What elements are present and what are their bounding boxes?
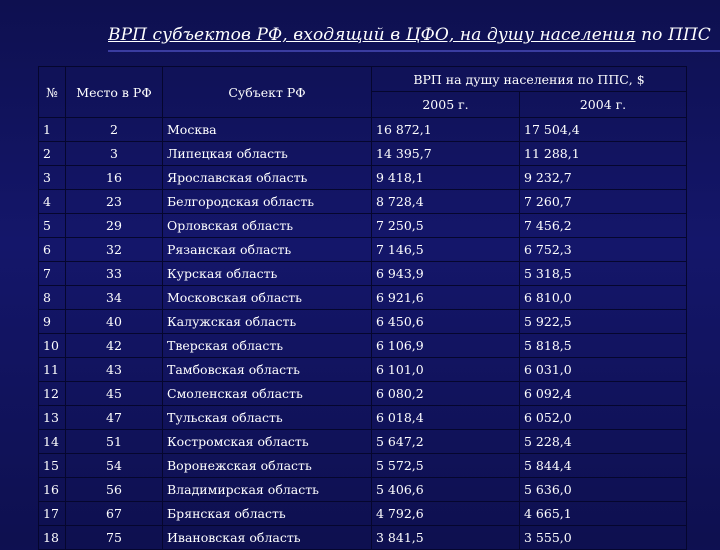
cell-subject: Смоленская область [163,382,372,406]
table-row [39,286,687,310]
cell-rank: 56 [66,478,163,502]
cell-subject: Владимирская область [163,478,372,502]
cell-value-2005: 5 572,5 [372,454,520,478]
cell-num: 16 [39,478,66,502]
cell-value-2005: 14 395,7 [372,142,520,166]
cell-value-2005: 6 450,6 [372,310,520,334]
cell-value-2005: 8 728,4 [372,190,520,214]
cell-subject: Тамбовская область [163,358,372,382]
cell-num: 10 [39,334,66,358]
cell-value-2004: 17 504,4 [520,118,687,142]
cell-subject: Калужская область [163,310,372,334]
cell-num: 3 [39,166,66,190]
grp-table [38,66,687,550]
cell-num: 18 [39,526,66,550]
cell-rank: 33 [66,262,163,286]
cell-value-2005: 7 250,5 [372,214,520,238]
cell-num: 9 [39,310,66,334]
cell-value-2005: 16 872,1 [372,118,520,142]
table-header-row [39,67,687,92]
cell-num: 6 [39,238,66,262]
table-row [39,214,687,238]
cell-value-2004: 3 555,0 [520,526,687,550]
table-body [39,118,687,550]
cell-value-2004: 7 260,7 [520,190,687,214]
cell-rank: 2 [66,118,163,142]
cell-value-2004: 5 818,5 [520,334,687,358]
title-underlined-part: ВРП субъектов РФ, входящий в ЦФО, на душу населения [108,25,636,45]
cell-value-2004: 6 052,0 [520,406,687,430]
cell-value-2004: 9 232,7 [520,166,687,190]
cell-value-2004: 6 752,3 [520,238,687,262]
table-row [39,478,687,502]
cell-value-2005: 5 406,6 [372,478,520,502]
cell-rank: 34 [66,286,163,310]
table-row [39,334,687,358]
cell-rank: 29 [66,214,163,238]
table-row [39,262,687,286]
title-divider [108,50,720,52]
cell-subject: Тверская область [163,334,372,358]
header-subject: Субъект РФ [163,67,372,118]
table-row [39,166,687,190]
cell-value-2005: 6 921,6 [372,286,520,310]
cell-value-2004: 6 031,0 [520,358,687,382]
cell-subject: Тульская область [163,406,372,430]
cell-value-2004: 5 844,4 [520,454,687,478]
cell-subject: Московская область [163,286,372,310]
cell-num: 11 [39,358,66,382]
cell-num: 7 [39,262,66,286]
cell-rank: 32 [66,238,163,262]
table-row [39,382,687,406]
cell-subject: Орловская область [163,214,372,238]
cell-num: 14 [39,430,66,454]
cell-subject: Костромская область [163,430,372,454]
header-num: № [39,67,66,118]
table-row [39,454,687,478]
cell-num: 1 [39,118,66,142]
cell-value-2005: 7 146,5 [372,238,520,262]
cell-subject: Москва [163,118,372,142]
table-row [39,502,687,526]
cell-num: 12 [39,382,66,406]
cell-value-2004: 5 636,0 [520,478,687,502]
cell-subject: Курская область [163,262,372,286]
cell-rank: 75 [66,526,163,550]
table-row [39,190,687,214]
cell-num: 8 [39,286,66,310]
table-row [39,118,687,142]
cell-rank: 40 [66,310,163,334]
table-row [39,238,687,262]
cell-value-2004: 5 318,5 [520,262,687,286]
header-year-2005: 2005 г. [372,92,520,118]
cell-value-2005: 4 792,6 [372,502,520,526]
cell-num: 5 [39,214,66,238]
cell-value-2005: 6 106,9 [372,334,520,358]
cell-rank: 23 [66,190,163,214]
cell-value-2004: 4 665,1 [520,502,687,526]
cell-value-2005: 9 418,1 [372,166,520,190]
page-title [108,25,720,45]
cell-value-2005: 6 101,0 [372,358,520,382]
cell-value-2004: 7 456,2 [520,214,687,238]
cell-subject: Рязанская область [163,238,372,262]
cell-value-2005: 6 080,2 [372,382,520,406]
cell-value-2005: 3 841,5 [372,526,520,550]
table-row [39,310,687,334]
cell-value-2004: 5 922,5 [520,310,687,334]
cell-rank: 51 [66,430,163,454]
cell-value-2004: 6 092,4 [520,382,687,406]
cell-rank: 67 [66,502,163,526]
cell-value-2005: 6 943,9 [372,262,520,286]
cell-rank: 16 [66,166,163,190]
cell-value-2004: 5 228,4 [520,430,687,454]
header-year-2004: 2004 г. [520,92,687,118]
table-row [39,526,687,550]
cell-num: 15 [39,454,66,478]
title-rest-part: по ППС [635,25,711,45]
cell-subject: Липецкая область [163,142,372,166]
table-row [39,142,687,166]
cell-num: 4 [39,190,66,214]
cell-subject: Брянская область [163,502,372,526]
cell-num: 17 [39,502,66,526]
cell-rank: 47 [66,406,163,430]
header-grp: ВРП на душу населения по ППС, $ [372,67,687,92]
cell-value-2005: 5 647,2 [372,430,520,454]
table-row [39,430,687,454]
table-row [39,358,687,382]
header-rank: Место в РФ [66,67,163,118]
cell-value-2004: 11 288,1 [520,142,687,166]
table-row [39,406,687,430]
cell-rank: 42 [66,334,163,358]
cell-rank: 43 [66,358,163,382]
cell-rank: 3 [66,142,163,166]
cell-num: 13 [39,406,66,430]
cell-subject: Ивановская область [163,526,372,550]
cell-rank: 45 [66,382,163,406]
cell-subject: Белгородская область [163,190,372,214]
cell-subject: Воронежская область [163,454,372,478]
cell-num: 2 [39,142,66,166]
cell-value-2005: 6 018,4 [372,406,520,430]
cell-rank: 54 [66,454,163,478]
cell-subject: Ярославская область [163,166,372,190]
cell-value-2004: 6 810,0 [520,286,687,310]
